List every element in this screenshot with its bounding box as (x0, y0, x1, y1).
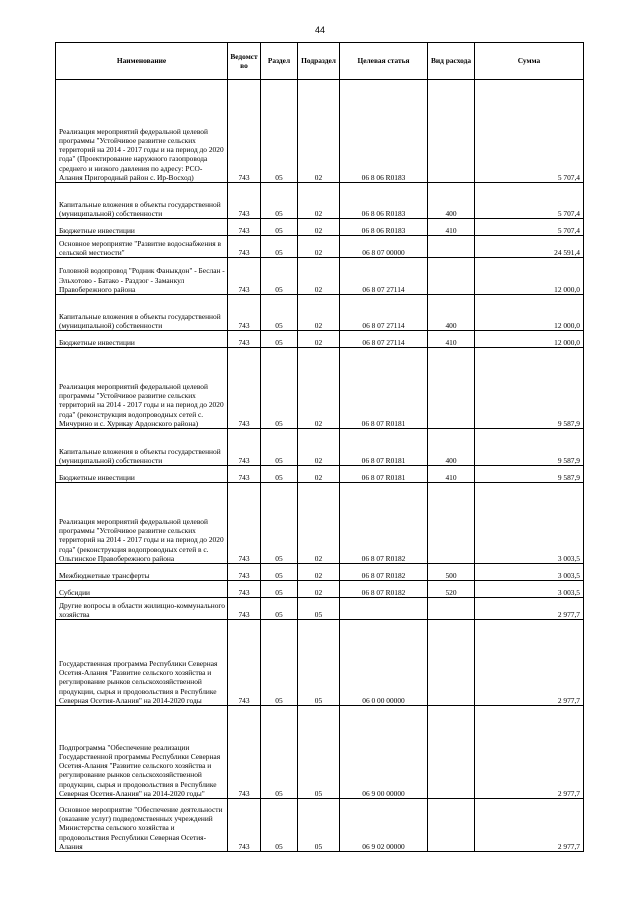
row-target-article: 06 0 00 00000 (340, 620, 428, 706)
row-section: 05 (261, 80, 298, 183)
row-amount: 5 707,4 (475, 183, 584, 219)
row-subsection: 02 (298, 219, 340, 236)
row-department: 743 (228, 348, 261, 429)
table-row (56, 258, 584, 295)
row-expense-type (428, 598, 475, 620)
table-row (56, 80, 584, 183)
row-amount: 3 003,5 (475, 483, 584, 564)
header-section: Раздел (261, 43, 298, 80)
row-department: 743 (228, 564, 261, 581)
row-department: 743 (228, 236, 261, 258)
table-row (56, 483, 584, 564)
row-department: 743 (228, 799, 261, 852)
row-subsection: 02 (298, 483, 340, 564)
row-section: 05 (261, 295, 298, 331)
header-expense-type: Вид расхода (428, 43, 475, 80)
row-target-article: 06 8 07 27114 (340, 331, 428, 348)
row-subsection: 02 (298, 258, 340, 295)
row-target-article: 06 8 07 R0182 (340, 564, 428, 581)
row-name: Другие вопросы в области жилищно-коммунального хозяйства (56, 598, 228, 620)
page-number: 44 (314, 25, 325, 35)
row-target-article: 06 8 06 R0183 (340, 183, 428, 219)
row-name: Капитальные вложения в объекты государственной (муниципальной) собственности (56, 429, 228, 466)
header-name: Наименование (56, 43, 228, 80)
row-target-article: 06 8 07 27114 (340, 295, 428, 331)
row-amount: 5 707,4 (475, 219, 584, 236)
row-expense-type: 410 (428, 466, 475, 483)
row-subsection: 05 (298, 598, 340, 620)
row-subsection: 02 (298, 564, 340, 581)
row-target-article: 06 8 07 27114 (340, 258, 428, 295)
row-section: 05 (261, 564, 298, 581)
row-expense-type (428, 80, 475, 183)
row-name: Основное мероприятие "Обеспечение деятельности (оказание услуг) подведомственных учреждений Министерства сельского хозяйства и продовольствия Республики Северная Осетия-Алания (56, 799, 228, 852)
row-section: 05 (261, 598, 298, 620)
row-amount: 9 587,9 (475, 429, 584, 466)
table-row (56, 581, 584, 598)
row-subsection: 02 (298, 331, 340, 348)
table-row (56, 620, 584, 706)
row-amount: 12 000,0 (475, 258, 584, 295)
row-name: Бюджетные инвестиции (56, 466, 228, 483)
row-target-article: 06 8 07 R0181 (340, 466, 428, 483)
row-department: 743 (228, 258, 261, 295)
row-name: Основное мероприятие "Развитие водоснабжения в сельской местности" (56, 236, 228, 258)
row-subsection: 02 (298, 348, 340, 429)
row-target-article: 06 8 07 R0182 (340, 581, 428, 598)
row-expense-type (428, 620, 475, 706)
row-department: 743 (228, 80, 261, 183)
row-expense-type: 410 (428, 331, 475, 348)
row-section: 05 (261, 799, 298, 852)
row-expense-type (428, 258, 475, 295)
row-subsection: 02 (298, 295, 340, 331)
row-section: 05 (261, 331, 298, 348)
row-target-article: 06 8 06 R0183 (340, 219, 428, 236)
row-subsection: 02 (298, 466, 340, 483)
row-expense-type (428, 348, 475, 429)
row-amount: 3 003,5 (475, 581, 584, 598)
table-row (56, 236, 584, 258)
row-department: 743 (228, 483, 261, 564)
table-row (56, 331, 584, 348)
row-name: Бюджетные инвестиции (56, 219, 228, 236)
row-section: 05 (261, 620, 298, 706)
row-amount: 2 977,7 (475, 706, 584, 799)
row-name: Подпрограмма "Обеспечение реализации Государственной программы Республики Северная Осетия-Алания "Развитие сельского хозяйства и регулирование рынков сельскохозяйственной продукции, сырья и продовольствия в Республике Северная Осетия-Алания" на 2014-2020 годы" (56, 706, 228, 799)
table-row (56, 348, 584, 429)
row-section: 05 (261, 483, 298, 564)
table-row (56, 706, 584, 799)
row-name: Реализация мероприятий федеральной целевой программы "Устойчивое развитие сельских территорий на 2014 - 2017 годы и на период до 2020 года" (Проектирование наружного газопровода среднего и низкого давления по адресу: РСО-Алания Пригородный район с. Ир-Восход) (56, 80, 228, 183)
row-department: 743 (228, 466, 261, 483)
row-name: Межбюджетные трансферты (56, 564, 228, 581)
row-amount: 3 003,5 (475, 564, 584, 581)
row-expense-type (428, 799, 475, 852)
row-name: Реализация мероприятий федеральной целевой программы "Устойчивое развитие сельских территорий на 2014 - 2017 годы и на период до 2020 года" (реконструкция водопроводных сетей в с. Ольгинское Правобережного района (56, 483, 228, 564)
row-target-article: 06 8 07 R0182 (340, 483, 428, 564)
row-department: 743 (228, 581, 261, 598)
row-target-article: 06 8 06 R0183 (340, 80, 428, 183)
row-section: 05 (261, 183, 298, 219)
row-expense-type: 400 (428, 295, 475, 331)
row-target-article: 06 9 00 00000 (340, 706, 428, 799)
row-expense-type: 410 (428, 219, 475, 236)
row-expense-type: 400 (428, 429, 475, 466)
row-amount: 2 977,7 (475, 799, 584, 852)
row-department: 743 (228, 706, 261, 799)
row-amount: 12 000,0 (475, 295, 584, 331)
row-subsection: 05 (298, 706, 340, 799)
row-amount: 2 977,7 (475, 620, 584, 706)
row-amount: 24 591,4 (475, 236, 584, 258)
row-name: Капитальные вложения в объекты государственной (муниципальной) собственности (56, 183, 228, 219)
row-department: 743 (228, 598, 261, 620)
table-row (56, 799, 584, 852)
row-expense-type: 500 (428, 564, 475, 581)
row-amount: 9 587,9 (475, 348, 584, 429)
table-row (56, 466, 584, 483)
header-subsection: Подраздел (298, 43, 340, 80)
row-expense-type: 400 (428, 183, 475, 219)
row-amount: 2 977,7 (475, 598, 584, 620)
row-subsection: 02 (298, 236, 340, 258)
table-row (56, 295, 584, 331)
row-name: Реализация мероприятий федеральной целевой программы "Устойчивое развитие сельских территорий на 2014 - 2017 годы и на период до 2020 года" (реконструкция водопроводных сетей с. Мичурино и с. Хурикау Ардонского района) (56, 348, 228, 429)
row-expense-type (428, 236, 475, 258)
table-row (56, 429, 584, 466)
row-subsection: 02 (298, 183, 340, 219)
budget-table (55, 42, 584, 852)
table-row (56, 564, 584, 581)
header-target-article: Целевая статья (340, 43, 428, 80)
row-section: 05 (261, 706, 298, 799)
row-department: 743 (228, 183, 261, 219)
row-department: 743 (228, 331, 261, 348)
row-name: Государственная программа Республики Северная Осетия-Алания "Развитие сельского хозяйства и регулирование рынков сельскохозяйственной продукции, сырья и продовольствия в Республике Северная Осетия-Алания" на 2014-2020 годы (56, 620, 228, 706)
row-target-article: 06 9 02 00000 (340, 799, 428, 852)
row-amount: 12 000,0 (475, 331, 584, 348)
table-row (56, 219, 584, 236)
table-row (56, 598, 584, 620)
table-row (56, 183, 584, 219)
row-department: 743 (228, 219, 261, 236)
row-amount: 5 707,4 (475, 80, 584, 183)
row-target-article (340, 598, 428, 620)
header-amount: Сумма (475, 43, 584, 80)
row-expense-type (428, 706, 475, 799)
row-name: Головной водопровод "Родник Фаныкдон" - Беслан - Эльхотово - Батако - Раздзог - Заманкул Правобережного района (56, 258, 228, 295)
row-section: 05 (261, 581, 298, 598)
row-name: Капитальные вложения в объекты государственной (муниципальной) собственности (56, 295, 228, 331)
row-name: Бюджетные инвестиции (56, 331, 228, 348)
row-department: 743 (228, 429, 261, 466)
row-expense-type: 520 (428, 581, 475, 598)
row-department: 743 (228, 620, 261, 706)
row-section: 05 (261, 466, 298, 483)
row-subsection: 02 (298, 429, 340, 466)
table-header-row (56, 43, 584, 80)
row-target-article: 06 8 07 R0181 (340, 348, 428, 429)
row-section: 05 (261, 258, 298, 295)
row-subsection: 02 (298, 581, 340, 598)
row-subsection: 02 (298, 80, 340, 183)
row-department: 743 (228, 295, 261, 331)
row-name: Субсидии (56, 581, 228, 598)
row-subsection: 05 (298, 620, 340, 706)
header-department: Ведомст во (228, 43, 261, 80)
row-subsection: 05 (298, 799, 340, 852)
row-expense-type (428, 483, 475, 564)
row-section: 05 (261, 236, 298, 258)
row-section: 05 (261, 348, 298, 429)
row-section: 05 (261, 219, 298, 236)
row-section: 05 (261, 429, 298, 466)
row-amount: 9 587,9 (475, 466, 584, 483)
row-target-article: 06 8 07 R0181 (340, 429, 428, 466)
row-target-article: 06 8 07 00000 (340, 236, 428, 258)
